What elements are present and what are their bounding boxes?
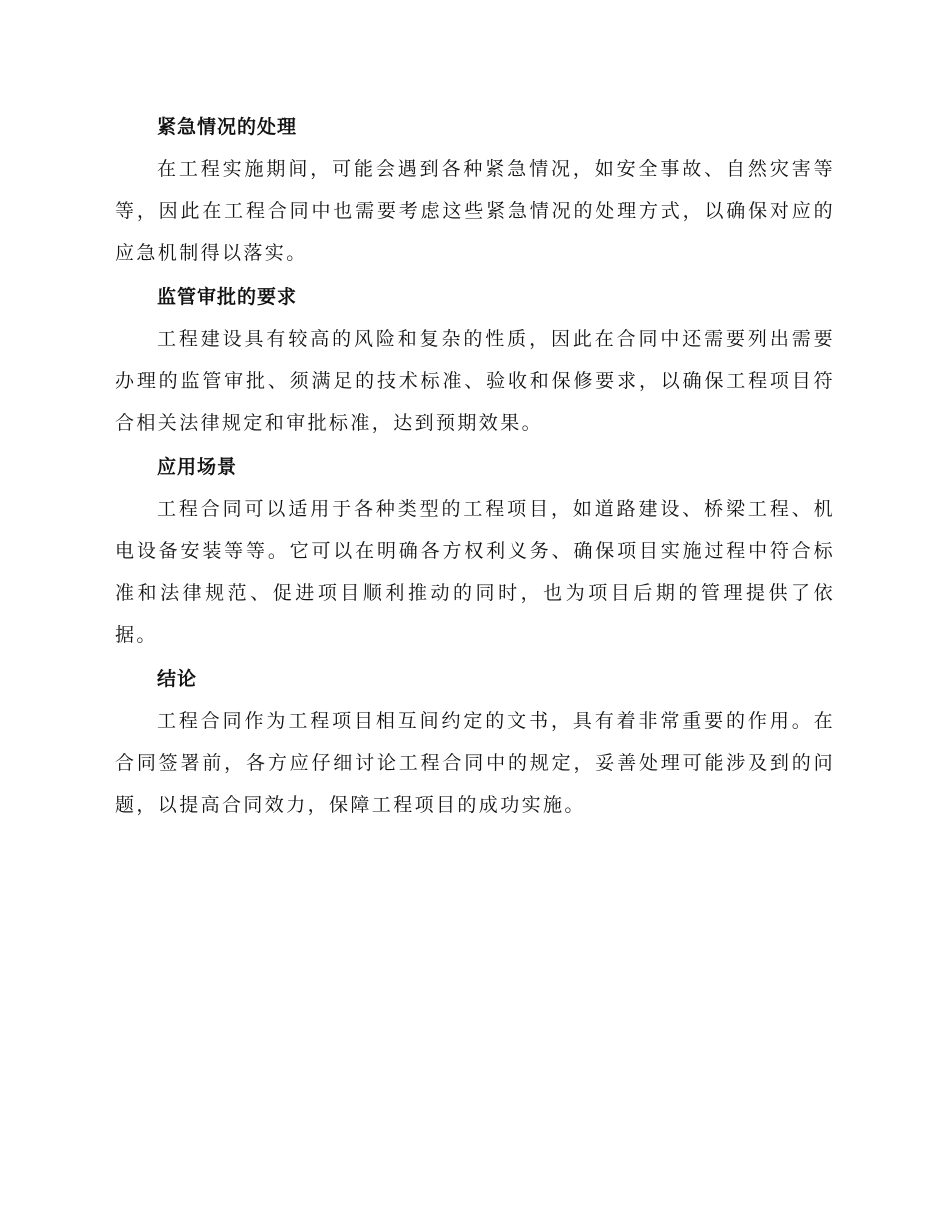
section-heading: 应用场景 xyxy=(157,456,238,478)
section-heading: 结论 xyxy=(157,668,198,690)
section-regulatory-approval xyxy=(115,276,835,444)
section-paragraph: 工程合同可以适用于各种类型的工程项目，如道路建设、桥梁工程、机电设备安装等等。它可以在明确各方权利义务、确保项目实施过程中符合标准和法律规范、促进项目顺利推动的同时，也为项目后期的管理提供了依据。 xyxy=(115,498,835,646)
document-page xyxy=(115,106,835,828)
section-paragraph: 在工程实施期间，可能会遇到各种紧急情况，如安全事故、自然灾害等等，因此在工程合同中也需要考虑这些紧急情况的处理方式，以确保对应的应急机制得以落实。 xyxy=(115,158,835,264)
section-paragraph: 工程合同作为工程项目相互间约定的文书，具有着非常重要的作用。在合同签署前，各方应仔细讨论工程合同中的规定，妥善处理可能涉及到的问题，以提高合同效力，保障工程项目的成功实施。 xyxy=(115,710,835,816)
section-heading: 监管审批的要求 xyxy=(157,286,298,308)
section-paragraph: 工程建设具有较高的风险和复杂的性质，因此在合同中还需要列出需要办理的监管审批、须满足的技术标准、验收和保修要求，以确保工程项目符合相关法律规定和审批标准，达到预期效果。 xyxy=(115,328,835,434)
section-application-scenarios xyxy=(115,446,835,656)
section-emergency xyxy=(115,106,835,274)
section-conclusion xyxy=(115,658,835,826)
section-heading: 紧急情况的处理 xyxy=(157,116,298,138)
